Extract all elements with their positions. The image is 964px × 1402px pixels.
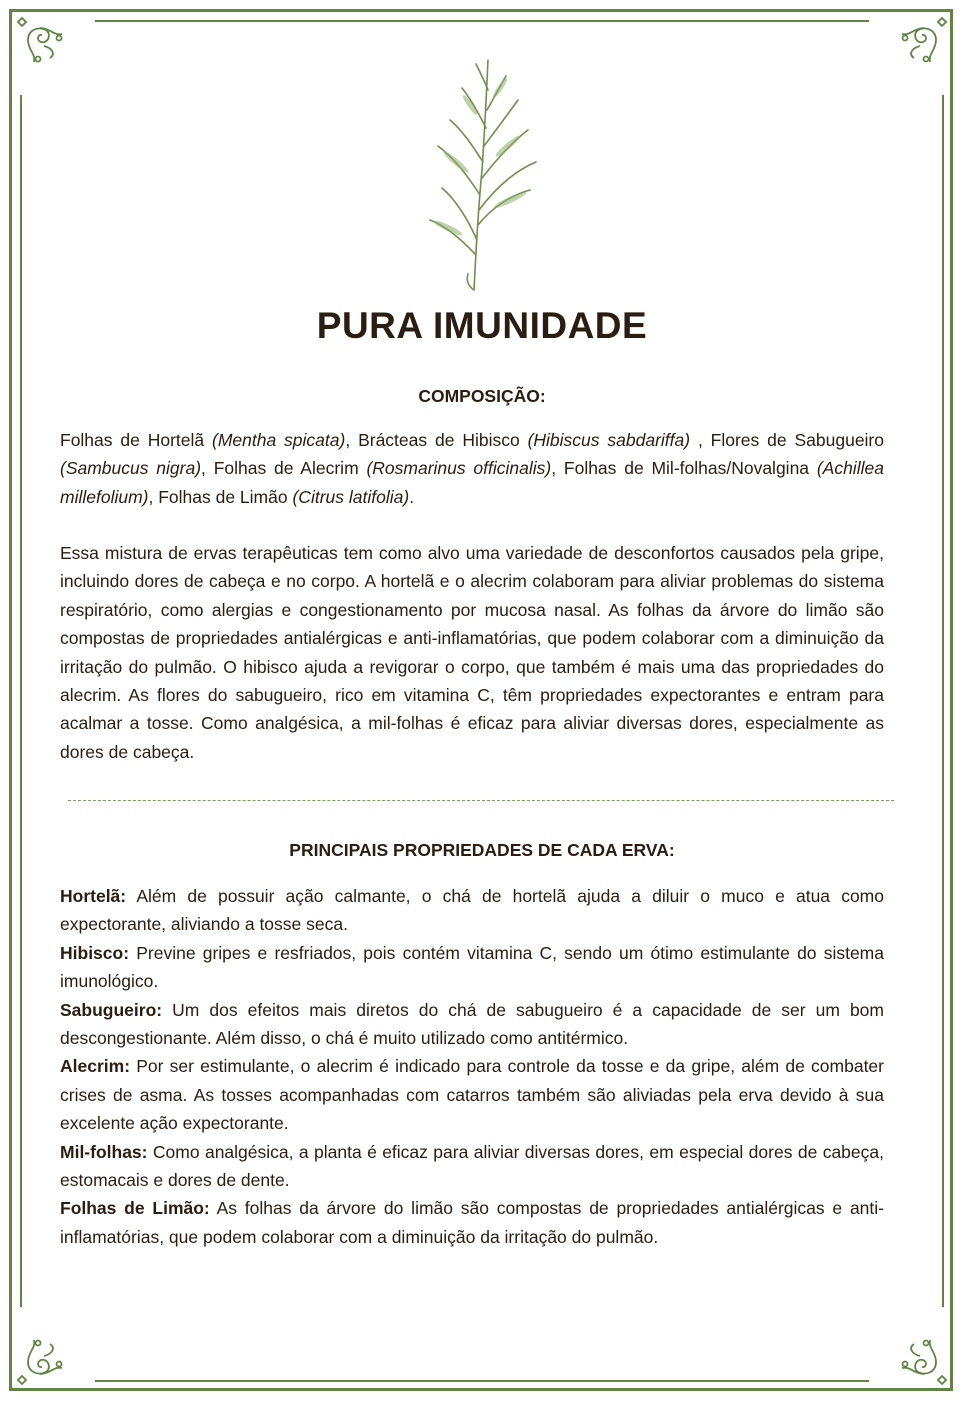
corner-ornament-top-right-icon <box>880 14 950 84</box>
composition-item: Folhas de Limão (Citrus latifolia). <box>158 486 415 507</box>
property-item-sabugueiro <box>60 996 884 1053</box>
property-text: Previne gripes e resfriados, pois contém vitamina C, sendo um ótimo estimulante do sistema imunológico. <box>60 942 884 992</box>
property-text: Além de possuir ação calmante, o chá de hortelã ajuda a diluir o muco e atua como expectorante, aliviando a tosse seca. <box>60 886 884 935</box>
composition-item: Folhas de Mil-folhas/Novalgina (Achillea millefolium), <box>60 458 884 507</box>
property-item-hibisco <box>60 939 884 996</box>
property-text: Por ser estimulante, o alecrim é indicado para controle da tosse e da gripe, além de combater crises de asma. As tosses acompanhadas com catarros também são aliviadas pela erva devido à sua excelente ação expectorante. <box>60 1056 884 1134</box>
description-paragraph: Essa mistura de ervas terapêuticas tem como alvo uma variedade de desconfortos causados pela gripe, incluindo dores de cabeça e no corpo. A hortelã e o alecrim colaboram para aliviar problemas do sistema respiratório, como alergias e congestionamento por mucosa nasal. As folhas da árvore do limão são compostas de propriedades antialérgicas e anti-inflamatórias, que podem colaborar com a diminuição da irritação do pulmão. O hibisco ajuda a revigorar o corpo, que também é mais uma das propriedades do alecrim. As flores do sabugueiro, rico em vitamina C, têm propriedades expectorantes e entram para acalmar a tosse. Como analgésica, a mil-folhas é eficaz para aliviar diversas dores, especialmente as dores de cabeça. <box>60 543 884 762</box>
composition-heading: COMPOSIÇÃO: <box>418 386 546 406</box>
rosemary-sprig-icon <box>412 50 552 295</box>
composition-item: Brácteas de Hibisco (Hibiscus sabdariffa) , <box>358 430 711 450</box>
inner-border-right <box>942 95 944 1307</box>
property-herb-name: Alecrim: <box>60 1056 131 1077</box>
property-item-folhas-de-limao <box>60 1194 884 1251</box>
composition-list <box>60 426 884 511</box>
composition-item: Flores de Sabugueiro (Sambucus nigra), <box>60 430 884 479</box>
composition-item: Folhas de Alecrim (Rosmarinus officinalis), <box>213 458 564 479</box>
corner-ornament-top-left-icon <box>14 14 84 84</box>
property-herb-name: Mil-folhas: <box>60 1141 148 1162</box>
property-herb-name: Sabugueiro: <box>60 999 163 1020</box>
properties-heading: PRINCIPAIS PROPRIEDADES DE CADA ERVA: <box>289 840 675 860</box>
corner-ornament-bottom-left-icon <box>14 1318 84 1388</box>
property-item-alecrim <box>60 1052 884 1137</box>
inner-border-left <box>20 95 22 1307</box>
properties-list <box>60 882 884 1251</box>
property-herb-name: Hibisco: <box>60 942 130 963</box>
property-text: As folhas da árvore do limão são compostas de propriedades antialérgicas e anti-inflamatórias, que podem colaborar com a diminuição da irritação do pulmão. <box>60 1198 884 1247</box>
corner-ornament-bottom-right-icon <box>880 1318 950 1388</box>
property-item-mil-folhas <box>60 1138 884 1195</box>
property-herb-name: Hortelã: <box>60 886 127 906</box>
property-herb-name: Folhas de Limão: <box>60 1198 210 1219</box>
property-text: Um dos efeitos mais diretos do chá de sabugueiro é a capacidade de ser um bom descongestionante. Além disso, o chá é muito utilizado como antitérmico. <box>60 999 884 1049</box>
inner-border-bottom <box>95 1380 869 1382</box>
inner-border-top <box>95 20 869 22</box>
composition-item: Folhas de Hortelã (Mentha spicata), <box>60 430 359 450</box>
property-item-hortela <box>60 882 884 939</box>
page-title: PURA IMUNIDADE <box>316 305 648 346</box>
property-text: Como analgésica, a planta é eficaz para aliviar diversas dores, em especial dores de cabeça, estomacais e dores de dente. <box>60 1141 884 1191</box>
section-divider <box>68 800 894 801</box>
